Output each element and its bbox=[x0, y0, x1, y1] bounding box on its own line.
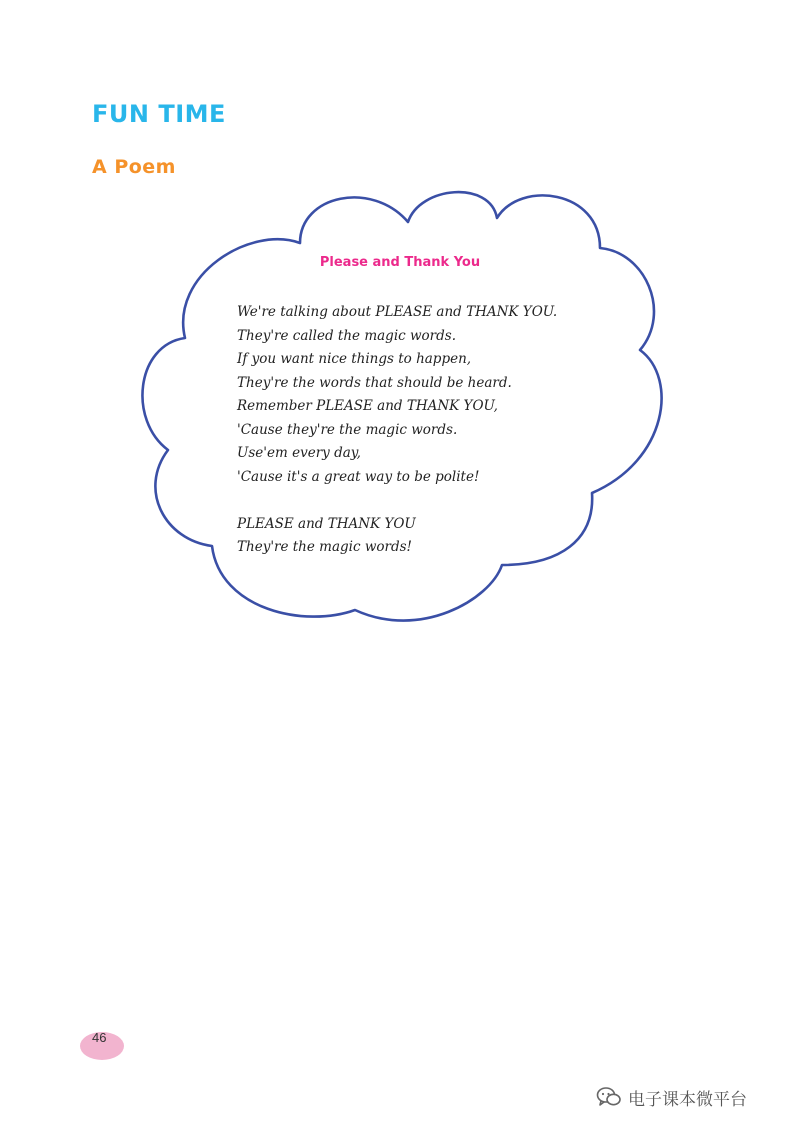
poem-line: They're the magic words! bbox=[237, 539, 412, 555]
watermark-text: 电子课本微平台 bbox=[628, 1089, 747, 1110]
poem-line: PLEASE and THANK YOU bbox=[237, 515, 416, 532]
section-subtitle: A Poem bbox=[92, 156, 176, 178]
poem-title: Please and Thank You bbox=[319, 255, 481, 270]
poem-line: 'Cause they're the magic words. bbox=[237, 421, 458, 438]
watermark bbox=[596, 1084, 747, 1110]
poem-line: Remember PLEASE and THANK YOU, bbox=[237, 398, 498, 414]
poem-line: They're called the magic words. bbox=[237, 327, 456, 344]
section-title: FUN TIME bbox=[92, 100, 226, 128]
poem-body bbox=[237, 301, 557, 560]
poem-line: They're the words that should be heard. bbox=[237, 374, 512, 391]
page-number: 46 bbox=[92, 1030, 107, 1045]
poem-line: 'Cause it's a great way to be polite! bbox=[237, 468, 480, 485]
poem-line: Use'em every day, bbox=[237, 445, 361, 461]
stanza-gap bbox=[237, 489, 557, 513]
poem-line: If you want nice things to happen, bbox=[237, 351, 472, 367]
wechat-icon bbox=[596, 1086, 622, 1108]
poem-line: We're talking about PLEASE and THANK YOU. bbox=[237, 304, 558, 320]
